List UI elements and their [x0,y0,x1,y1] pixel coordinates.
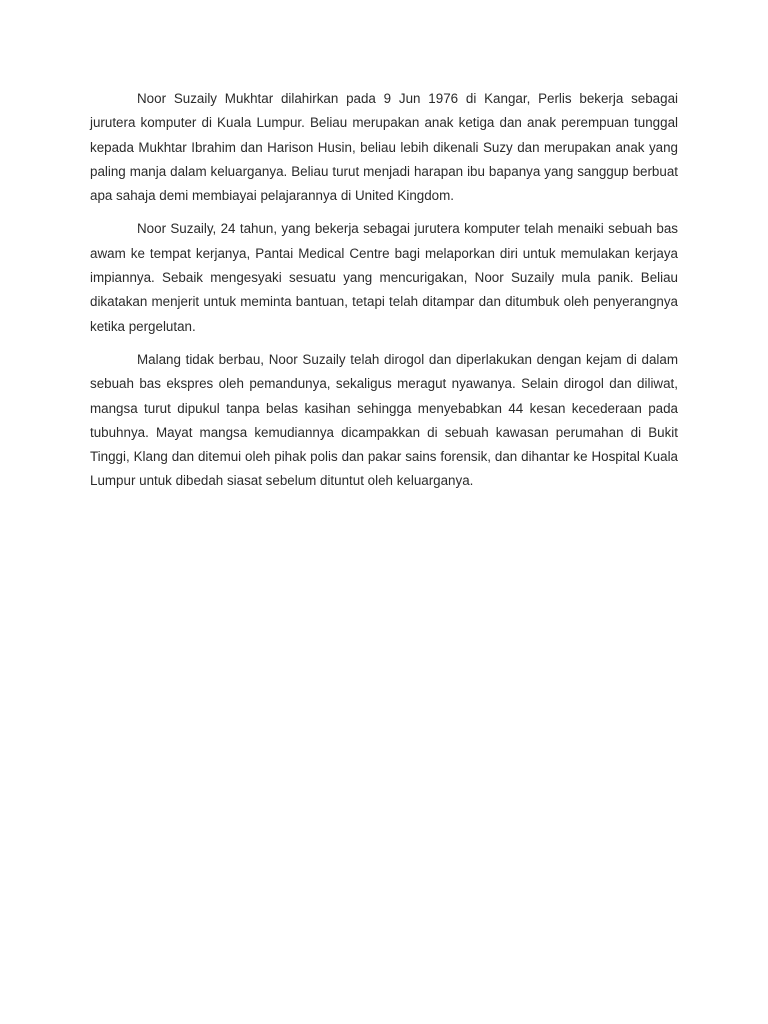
body-text [90,87,678,503]
paragraph-3: Malang tidak berbau, Noor Suzaily telah dirogol dan diperlakukan dengan kejam di dalam sebuah bas ekspres oleh pemandunya, sekaligus meragut nyawanya. Selain dirogol dan diliwat, mangsa turut dipukul tanpa belas kasihan sehingga menyebabkan 44 kesan kecederaan pada tubuhnya. Mayat mangsa kemudiannya dicampakkan di sebuah kawasan perumahan di Bukit Tinggi, Klang dan ditemui oleh pihak polis dan pakar sains forensik, dan dihantar ke Hospital Kuala Lumpur untuk dibedah siasat sebelum dituntut oleh keluarganya. [90,351,678,489]
paragraph-2: Noor Suzaily, 24 tahun, yang bekerja sebagai jurutera komputer telah menaiki sebuah bas awam ke tempat kerjanya, Pantai Medical Centre bagi melaporkan diri untuk memulakan kerjaya impiannya. Sebaik mengesyaki sesuatu yang mencurigakan, Noor Suzaily mula panik. Beliau dikatakan menjerit untuk meminta bantuan, tetapi telah ditampar dan ditumbuk oleh penyerangnya ketika pergelutan. [90,221,678,334]
paragraph-1: Noor Suzaily Mukhtar dilahirkan pada 9 Jun 1976 di Kangar, Perlis bekerja sebagai jurutera komputer di Kuala Lumpur. Beliau merupakan anak ketiga dan anak perempuan tunggal kepada Mukhtar Ibrahim dan Harison Husin, beliau lebih dikenali Suzy dan merupakan anak yang paling manja dalam keluarganya. Beliau turut menjadi harapan ibu bapanya yang sanggup berbuat apa sahaja demi membiayai pelajarannya di United Kingdom. [90,91,678,204]
